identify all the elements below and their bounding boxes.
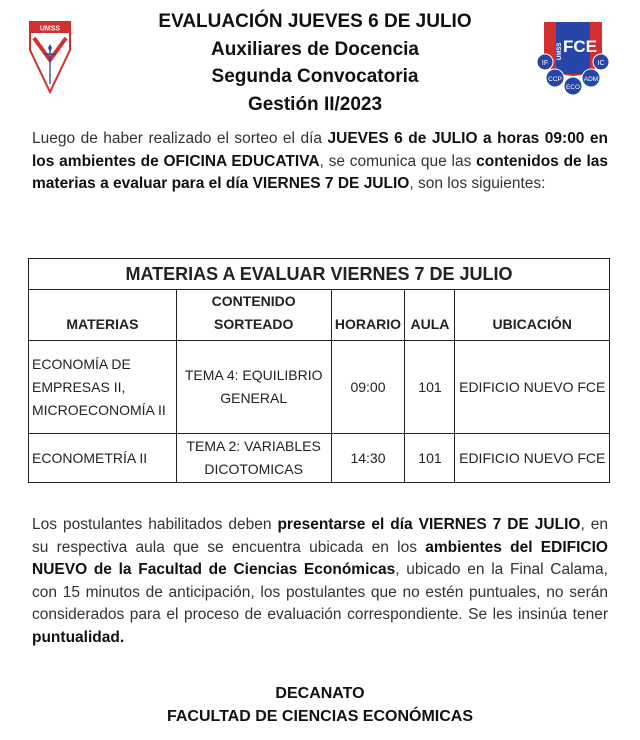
intro-text-1: Luego de haber realizado el sorteo el día xyxy=(32,130,328,147)
notice-paragraph xyxy=(32,514,608,649)
header-materias: MATERIAS xyxy=(29,290,177,341)
table-row xyxy=(29,434,610,483)
header-horario: HORARIO xyxy=(331,290,405,341)
cell-horario: 09:00 xyxy=(331,341,405,434)
header-subtitle: Auxiliares de Docencia xyxy=(210,38,420,60)
document-footer xyxy=(0,682,640,728)
notice-bold-1: presentarse el día VIERNES 7 DE JULIO xyxy=(277,516,581,533)
cell-contenido xyxy=(176,434,331,483)
header-contenido-line1: CONTENIDO xyxy=(211,293,296,309)
notice-text-2: , en su respectiva aula que se encuentra ubicada en los xyxy=(32,516,608,556)
document-header xyxy=(100,8,530,118)
fce-circle-eco: ECO xyxy=(565,84,581,91)
notice-bold-2: ambientes del EDIFICIO NUEVO de la Facultad de Ciencias Económicas xyxy=(32,538,608,578)
footer-facultad: FACULTAD DE CIENCIAS ECONÓMICAS xyxy=(166,708,474,725)
header-contenido-line2: SORTEADO xyxy=(214,316,294,332)
notice-text-1: Los postulantes habilitados deben xyxy=(32,516,278,533)
subjects-table xyxy=(28,258,610,483)
cell-aula: 101 xyxy=(405,341,455,434)
header-title: EVALUACIÓN JUEVES 6 DE JULIO xyxy=(158,11,472,32)
umss-shield-logo xyxy=(28,20,72,94)
table-title: MATERIAS A EVALUAR VIERNES 7 DE JULIO xyxy=(29,259,610,290)
intro-bold-1: JUEVES 6 de JULIO a horas 09:00 en los ambientes de OFICINA EDUCATIVA xyxy=(32,130,609,170)
header-ubicacion: UBICACIÓN xyxy=(455,290,610,341)
materia-line3: MICROECONOMÍA II xyxy=(32,401,166,418)
intro-paragraph xyxy=(32,128,608,196)
header-convocatoria: Segunda Convocatoria xyxy=(211,66,419,87)
intro-bold-2: contenidos de las materias a evaluar para el día VIERNES 7 DE JULIO xyxy=(32,152,608,192)
contenido-line2: GENERAL xyxy=(220,390,288,406)
fce-circle-ic: IC xyxy=(597,60,605,67)
cell-materia: ECONOMETRÍA II xyxy=(29,434,177,483)
fce-main-text: FCE xyxy=(563,37,597,56)
cell-ubicacion: EDIFICIO NUEVO FCE xyxy=(455,434,610,483)
cell-contenido xyxy=(176,341,331,434)
notice-bold-3: puntualidad. xyxy=(32,628,125,646)
fce-circle-if: IF xyxy=(541,60,549,67)
materia-line2: EMPRESAS II, xyxy=(32,378,126,395)
fce-circle-ccp: CCP xyxy=(548,76,562,83)
header-gestion: Gestión II/2023 xyxy=(247,93,383,115)
fce-vertical-text: UMSS xyxy=(557,42,563,60)
cell-ubicacion: EDIFICIO NUEVO FCE xyxy=(455,341,610,434)
contenido-line1: TEMA 2: VARIABLES xyxy=(186,438,321,454)
contenido-line2: DICOTOMICAS xyxy=(204,461,303,477)
cell-aula: 101 xyxy=(405,434,455,483)
umss-shield-text: UMSS xyxy=(39,25,61,33)
header-contenido xyxy=(176,290,331,341)
materia-line1: ECONOMÍA DE xyxy=(32,355,131,372)
intro-text-3: , son los siguientes: xyxy=(409,175,546,192)
notice-text-3: , ubicado en la Final Calama, con 15 minutos de anticipación, los postulantes que no estén puntuales, no serán considerados para el proceso de evaluación correspondiente. Se les insinúa tener xyxy=(32,561,608,623)
fce-circle-adm: ADM xyxy=(583,76,599,83)
table-row xyxy=(29,341,610,434)
cell-materia xyxy=(29,341,177,434)
contenido-line1: TEMA 4: EQUILIBRIO xyxy=(184,367,323,383)
footer-decanato: DECANATO xyxy=(275,685,365,702)
fce-logo xyxy=(536,16,610,98)
header-aula: AULA xyxy=(405,290,455,341)
cell-horario: 14:30 xyxy=(331,434,405,483)
intro-text-2: , se comunica que las xyxy=(319,152,477,170)
